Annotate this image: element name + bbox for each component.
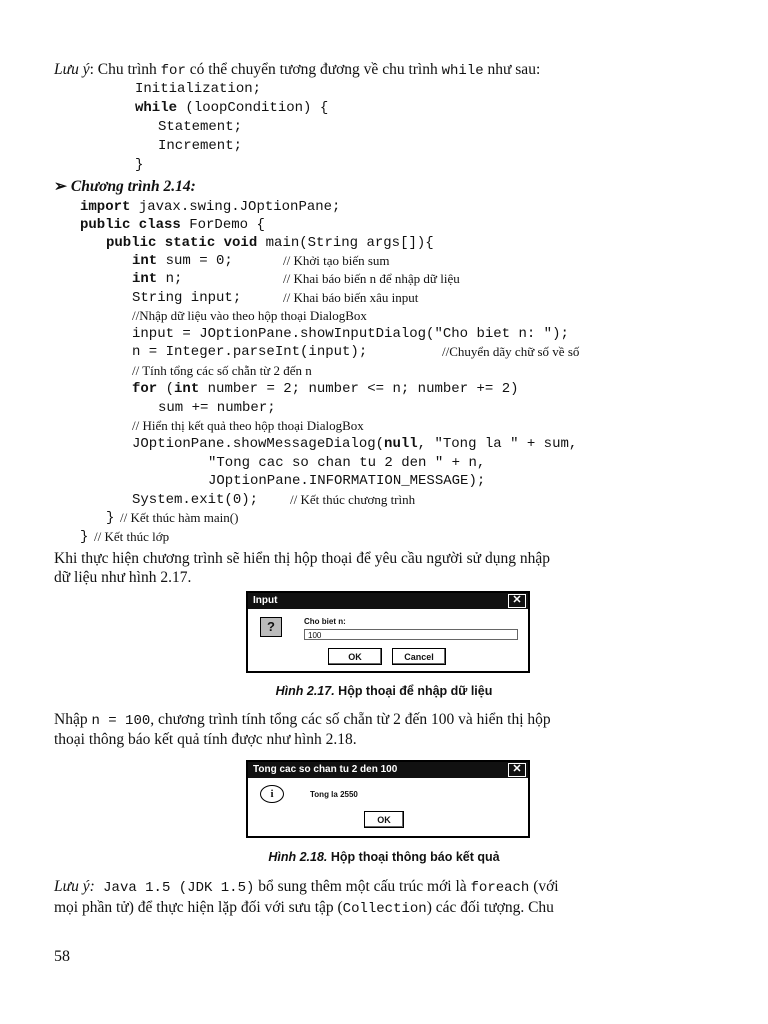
question-icon: ? (260, 617, 282, 637)
ok-button[interactable]: OK (364, 811, 404, 828)
body-text: bổ sung thêm một cấu trúc mới là (254, 878, 471, 895)
code-line: input = JOptionPane.showInputDialog("Cho biet n: "); (132, 326, 569, 342)
figure-caption (0, 684, 768, 698)
body-paragraph: dữ liệu như hình 2.17. (54, 569, 192, 586)
code-line (106, 234, 434, 252)
code-line: Increment; (158, 138, 243, 154)
figure-number: Hình 2.17. (275, 684, 335, 698)
figure-number: Hình 2.18. (268, 850, 328, 864)
code-line: Statement; (158, 119, 243, 135)
code-line: String input; (132, 290, 242, 306)
note-text: : Chu trình (89, 61, 161, 78)
code-line (132, 252, 233, 270)
code-text: args[]){ (358, 235, 434, 251)
inline-code: n = 100 (91, 713, 151, 729)
code-line: } (80, 529, 89, 545)
dialog-title: Input (253, 595, 278, 606)
code-comment: // Hiển thị kết quả theo hộp thoại DialogBox (132, 418, 364, 433)
code-line (135, 99, 328, 117)
code-comment: // Khởi tạo biến sum (283, 253, 390, 268)
code-text: String (307, 235, 359, 251)
code-line: } (135, 157, 144, 173)
inline-code: Collection (342, 901, 427, 917)
code-line: n = Integer.parseInt(input); (132, 344, 368, 360)
close-icon[interactable]: ✕ (508, 763, 526, 777)
body-paragraph: thoại thông báo kết quả tính được như hình 2.18. (54, 731, 357, 748)
body-text: mọi phần tử) để thực hiện lặp đối với sưu tập ( (54, 899, 343, 916)
dialog-message: Tong la 2550 (310, 790, 358, 799)
for-keyword: for (160, 63, 186, 79)
note-text: như sau: (483, 61, 541, 78)
body-text: , chương trình tính tổng các số chẵn từ 2 đến 100 và hiển thị hộp (150, 711, 551, 728)
code-keyword: public class (80, 217, 181, 233)
note-label: Lưu ý: (54, 878, 95, 895)
code-text: sum = 0; (157, 253, 233, 269)
code-comment: // Khai báo biến xâu input (283, 290, 419, 305)
figure-caption (0, 850, 768, 864)
message-dialog (246, 760, 530, 838)
code-comment: // Tính tổng các số chẵn từ 2 đến n (132, 363, 312, 378)
note-foreach-line2 (54, 898, 554, 919)
body-text: (với (529, 878, 559, 895)
inline-code: foreach (470, 880, 530, 896)
code-line (80, 216, 265, 234)
ok-button[interactable]: OK (328, 648, 382, 665)
info-icon: i (260, 785, 284, 803)
code-line: sum += number; (158, 400, 276, 416)
code-keyword: int (132, 253, 158, 269)
program-title-text: Chương trình 2.14: (70, 178, 196, 195)
code-line (132, 380, 519, 398)
note-label: Lưu ý (54, 61, 90, 78)
body-paragraph: Khi thực hiện chương trình sẽ hiển thị hộp thoại để yêu cầu người sử dụng nhập (54, 550, 550, 567)
code-text: javax.swing.JOptionPane; (130, 199, 341, 215)
code-text: JOptionPane.showMessageDialog( (132, 436, 385, 452)
code-keyword: import (80, 199, 131, 215)
code-comment: // Khai báo biến n để nhập dữ liệu (283, 271, 460, 286)
dialog-title: Tong cac so chan tu 2 den 100 (253, 764, 398, 775)
code-keyword: while (135, 100, 178, 116)
code-text: ForDemo { (180, 217, 265, 233)
code-text: number = 2; number <= n; number += 2) (199, 381, 519, 397)
input-dialog (246, 591, 530, 673)
dialog-prompt: Cho biet n: (304, 617, 346, 626)
bullet-arrow-icon: ➢ (54, 178, 67, 195)
code-line (132, 270, 182, 288)
dialog-title-bar (248, 593, 528, 609)
code-keyword: int (132, 271, 158, 287)
body-text: Nhập (54, 711, 92, 728)
page-number: 58 (54, 948, 70, 965)
code-line: "Tong cac so chan tu 2 den " + n, (208, 455, 486, 471)
dialog-title-bar (248, 762, 528, 778)
figure-caption-text: Hộp thoại để nhập dữ liệu (334, 684, 493, 698)
code-text: (loopCondition) { (177, 100, 329, 116)
code-keyword: null (384, 436, 418, 452)
body-paragraph (54, 710, 551, 731)
body-text: ) các đối tượng. Chu (426, 899, 554, 916)
code-line: Initialization; (135, 81, 262, 97)
code-comment: // Kết thúc hàm main() (120, 510, 239, 525)
code-comment: //Chuyển dãy chữ số về số (442, 344, 580, 359)
code-line (80, 198, 340, 216)
cancel-button[interactable]: Cancel (392, 648, 446, 665)
note-foreach (54, 877, 559, 898)
inline-code: Java 1.5 (JDK 1.5) (94, 880, 255, 896)
code-text: , "Tong la " + sum, (417, 436, 578, 452)
code-line: JOptionPane.INFORMATION_MESSAGE); (208, 473, 486, 489)
code-line (132, 435, 577, 453)
code-keyword: int (174, 381, 200, 397)
note-for-while (54, 60, 540, 81)
code-line: } (106, 510, 115, 526)
code-text: n; (157, 271, 183, 287)
figure-caption-text: Hộp thoại thông báo kết quả (327, 850, 500, 864)
note-text: có thể chuyển tương đương về chu trình (185, 61, 442, 78)
code-text: main( (257, 235, 308, 251)
code-keyword: for (132, 381, 158, 397)
code-line: System.exit(0); (132, 492, 259, 508)
code-comment: // Kết thúc chương trình (290, 492, 416, 507)
code-text: ( (157, 381, 175, 397)
code-comment: //Nhập dữ liệu vào theo hộp thoại DialogBox (132, 308, 367, 323)
while-keyword: while (441, 63, 484, 79)
number-input[interactable]: 100 (304, 629, 518, 640)
code-keyword: public static void (106, 235, 258, 251)
code-comment: // Kết thúc lớp (94, 529, 170, 544)
program-title (54, 177, 196, 197)
close-icon[interactable]: ✕ (508, 594, 526, 608)
